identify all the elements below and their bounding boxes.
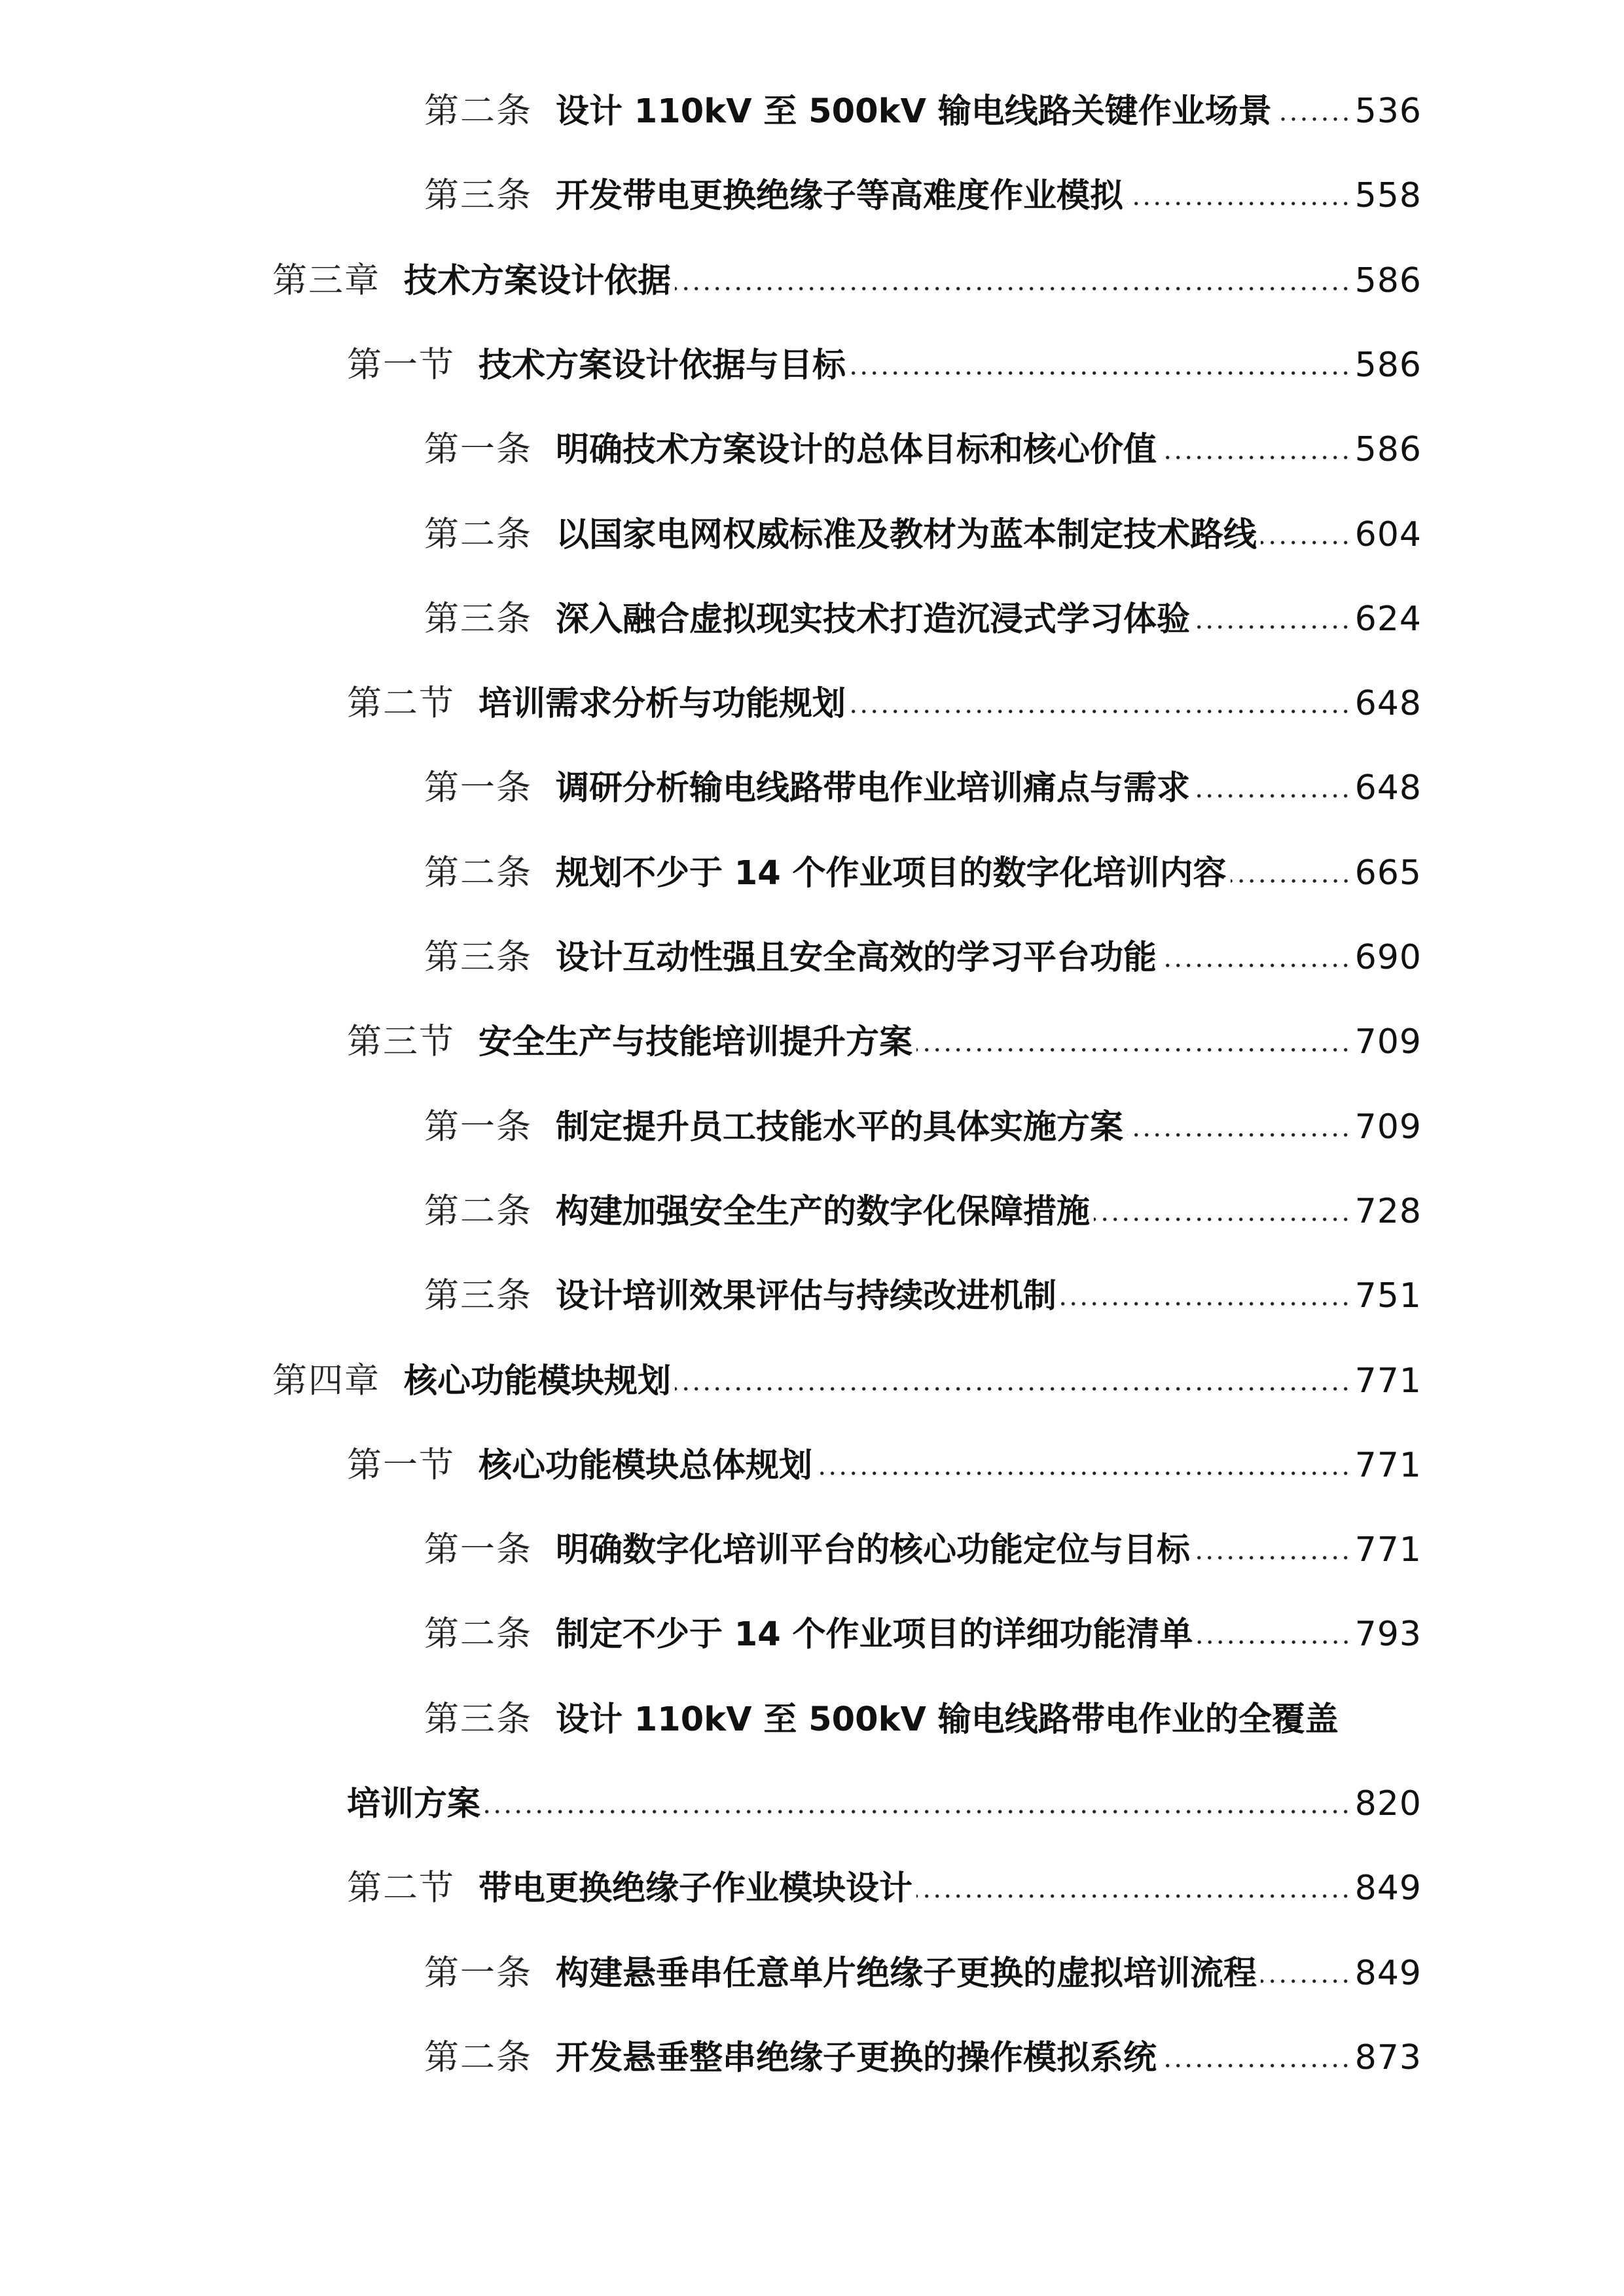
toc-entry-page-number: 648 <box>1354 684 1422 723</box>
toc-entry-page-number: 873 <box>1354 2038 1422 2077</box>
toc-entry-page-number: 558 <box>1354 176 1422 215</box>
dot-leader <box>1261 1977 1351 1985</box>
toc-entry-number: 第三条 <box>424 175 532 215</box>
dot-leader <box>1261 539 1351 547</box>
toc-entry-title: 培训需求分析与功能规划 <box>478 685 846 723</box>
dot-leader <box>850 369 1351 377</box>
dot-leader <box>1161 961 1351 969</box>
toc-entry-page-number: 648 <box>1354 768 1422 808</box>
toc-entry-chapter[interactable] <box>272 255 1422 307</box>
toc-entry-title: 技术方案设计依据与目标 <box>478 346 846 385</box>
toc-entry-page-number: 624 <box>1354 600 1422 639</box>
dot-leader <box>1194 1554 1351 1562</box>
toc-entry-page-number: 586 <box>1354 346 1422 385</box>
toc-entry-article[interactable] <box>424 1947 1422 2000</box>
toc-entry-page-number: 793 <box>1354 1615 1422 1654</box>
dot-leader <box>1276 115 1351 123</box>
dot-leader <box>675 1385 1351 1393</box>
toc-entry-title: 培训方案 <box>347 1785 481 1823</box>
toc-entry-article[interactable] <box>424 170 1422 222</box>
toc-entry-page-number: 771 <box>1354 1446 1422 1485</box>
toc-entry-title: 以国家电网权威标准及教材为蓝本制定技术路线 <box>556 516 1257 554</box>
dot-leader <box>1197 1638 1351 1646</box>
toc-entry-section[interactable] <box>347 677 1422 730</box>
toc-entry-number: 第三节 <box>347 1022 455 1062</box>
toc-entry-number: 第一条 <box>424 768 532 808</box>
dot-leader <box>816 1469 1351 1477</box>
toc-entry-title: 设计 110kV 至 500kV 输电线路带电作业的全覆盖 <box>556 1700 1339 1739</box>
toc-entry-page-number: 728 <box>1354 1192 1422 1231</box>
toc-entry-number: 第三条 <box>424 599 532 639</box>
toc-entry-number: 第一节 <box>347 345 455 385</box>
toc-entry-number: 第一条 <box>424 1530 532 1570</box>
toc-entry-page-number: 604 <box>1354 515 1422 554</box>
toc-entry-title: 构建加强安全生产的数字化保障措施 <box>556 1193 1091 1231</box>
toc-entry-section[interactable] <box>347 1862 1422 1914</box>
toc-entry-article[interactable] <box>424 423 1422 476</box>
toc-entry-number: 第一条 <box>424 429 532 469</box>
toc-entry-title: 带电更换绝缘子作业模块设计 <box>478 1869 913 1908</box>
toc-entry-article[interactable] <box>424 1524 1422 1576</box>
toc-entry-title: 设计培训效果评估与持续改进机制 <box>556 1277 1057 1316</box>
toc-entry-title: 开发悬垂整串绝缘子更换的操作模拟系统 <box>556 2039 1157 2077</box>
toc-entry-section[interactable] <box>347 339 1422 391</box>
toc-entry-title: 开发带电更换绝缘子等高难度作业模拟 <box>556 177 1124 215</box>
toc-entry-article[interactable] <box>424 85 1422 137</box>
dot-leader <box>916 1892 1351 1900</box>
toc-entry-title: 核心功能模块规划 <box>404 1362 672 1401</box>
toc-entry-chapter[interactable] <box>272 1355 1422 1407</box>
toc-entry-page-number: 771 <box>1354 1361 1422 1401</box>
dot-leader <box>1161 454 1351 461</box>
toc-entry-article[interactable] <box>424 1185 1422 1238</box>
toc-entry-article[interactable] <box>424 847 1422 899</box>
toc-entry-number: 第二条 <box>424 853 532 893</box>
dot-leader <box>1094 1215 1351 1223</box>
toc-entry-page-number: 751 <box>1354 1276 1422 1316</box>
toc-entry-page-number: 536 <box>1354 92 1422 131</box>
toc-entry-page-number: 849 <box>1354 1954 1422 1993</box>
toc-entry-title: 设计互动性强且安全高效的学习平台功能 <box>556 939 1157 977</box>
toc-entry-number: 第三条 <box>424 1699 532 1739</box>
toc-entry-title: 深入融合虚拟现实技术打造沉浸式学习体验 <box>556 600 1191 639</box>
toc-entry-number: 第二条 <box>424 1614 532 1654</box>
toc-entry-title: 核心功能模块总体规划 <box>478 1446 813 1485</box>
dot-leader <box>916 1046 1351 1054</box>
toc-entry-article[interactable] <box>424 1270 1422 1322</box>
toc-entry-title: 明确数字化培训平台的核心功能定位与目标 <box>556 1531 1191 1570</box>
dot-leader <box>1060 1300 1351 1308</box>
toc-entry-number: 第二条 <box>424 2037 532 2077</box>
toc-entry-page-number: 586 <box>1354 430 1422 469</box>
toc-entry-title: 调研分析输电线路带电作业培训痛点与需求 <box>556 769 1191 808</box>
dot-leader <box>1127 1131 1351 1139</box>
toc-entry-page-number: 665 <box>1354 853 1422 893</box>
toc-entry-article[interactable] <box>424 1101 1422 1153</box>
toc-entry-page-number: 849 <box>1354 1869 1422 1908</box>
toc-entry-number: 第二条 <box>424 1191 532 1231</box>
toc-entry-number: 第三章 <box>272 260 380 300</box>
toc-entry-page-number: 771 <box>1354 1530 1422 1570</box>
toc-entry-page-number: 709 <box>1354 1022 1422 1062</box>
toc-entry-page-number: 709 <box>1354 1107 1422 1147</box>
toc-entry-number: 第一条 <box>424 1953 532 1993</box>
toc-entry-cont[interactable] <box>347 1778 1422 1830</box>
dot-leader <box>1161 2062 1351 2070</box>
toc-entry-title: 规划不少于 14 个作业项目的数字化培训内容 <box>556 854 1227 893</box>
dot-leader <box>1194 623 1351 631</box>
dot-leader <box>1194 792 1351 800</box>
toc-entry-article[interactable] <box>424 1608 1422 1660</box>
toc-entry-article[interactable] <box>424 2032 1422 2084</box>
dot-leader <box>484 1808 1351 1816</box>
dot-leader <box>850 708 1351 715</box>
toc-entry-article[interactable] <box>424 762 1422 814</box>
toc-entry-number: 第三条 <box>424 1276 532 1316</box>
dot-leader <box>675 285 1351 293</box>
toc-entry-article[interactable] <box>424 931 1422 984</box>
dot-leader <box>1231 877 1351 885</box>
toc-entry-page-number: 820 <box>1354 1784 1422 1823</box>
toc-entry-page-number: 690 <box>1354 938 1422 977</box>
toc-entry-article-open[interactable] <box>424 1693 1422 1746</box>
toc-entry-title: 技术方案设计依据 <box>404 262 672 300</box>
toc-entry-article[interactable] <box>424 509 1422 561</box>
dot-leader <box>1127 200 1351 207</box>
toc-entry-title: 构建悬垂串任意单片绝缘子更换的虚拟培训流程 <box>556 1954 1257 1993</box>
toc-entry-number: 第二节 <box>347 683 455 723</box>
toc-entry-number: 第一节 <box>347 1445 455 1485</box>
toc-entry-number: 第四章 <box>272 1361 380 1401</box>
toc-entry-number: 第二条 <box>424 91 532 131</box>
toc-entry-article[interactable] <box>424 593 1422 645</box>
toc-entry-number: 第二条 <box>424 514 532 554</box>
toc-entry-section[interactable] <box>347 1439 1422 1492</box>
toc-entry-number: 第一条 <box>424 1107 532 1147</box>
toc-entry-number: 第三条 <box>424 937 532 977</box>
toc-entry-page-number: 586 <box>1354 261 1422 300</box>
toc-entry-section[interactable] <box>347 1016 1422 1068</box>
toc-entry-number: 第二节 <box>347 1868 455 1908</box>
toc-entry-title: 安全生产与技能培训提升方案 <box>478 1023 913 1062</box>
toc-entry-title: 设计 110kV 至 500kV 输电线路关键作业场景 <box>556 92 1272 131</box>
toc-entry-title: 明确技术方案设计的总体目标和核心价值 <box>556 431 1157 469</box>
toc-entry-title: 制定不少于 14 个作业项目的详细功能清单 <box>556 1615 1193 1654</box>
toc-entry-title: 制定提升员工技能水平的具体实施方案 <box>556 1108 1124 1147</box>
